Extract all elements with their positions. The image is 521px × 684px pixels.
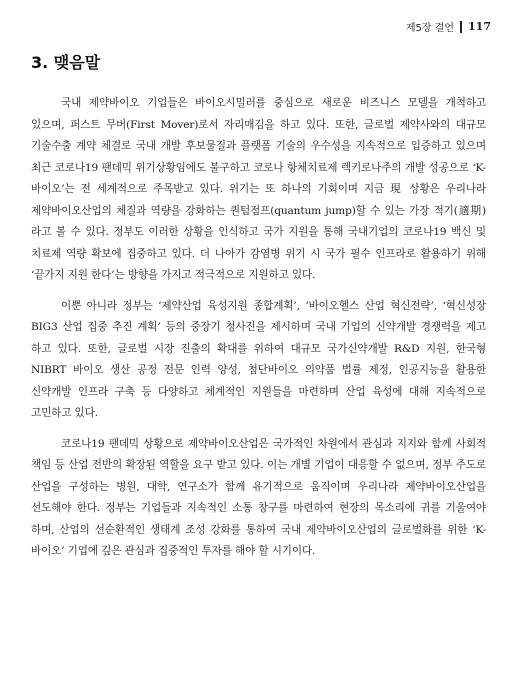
paragraph-2: 이뿐 아니라 정부는 ‘제약산업 육성지원 종합계획’, ‘바이오헬스 산업 혁신전략’, ‘혁신성장 BIG3 산업 집중 추진 계획’ 등의 중장기 청사진을 제시하며 국내 기업의 신약개발 경쟁력을 제고 하고 있다. 또한, 글로벌 시장 진출의 확대를 위하여 대규모 국가신약개발 R&D 지원, 한국형 NIBRT 바이오 생산 공정 전문 인력 양성, 첨단바이오 의약품 법률 제정, 인공지능을 활용한 신약개발 인프라 구축 등 다양하고 체계적인 지원들을 마련하며 산업 육성에 대해 지속적으로 고민하고 있다. (31, 299, 486, 419)
chapter-label: 제5장 결언 (405, 23, 455, 34)
running-header (406, 19, 491, 34)
paragraph-1: 국내 제약바이오 기업들은 바이오시밀러를 중심으로 새로운 비즈니스 모델을 개척하고 있으며, 퍼스트 무버(First Mover)로서 자리매김을 하고 있다. 또한, 글로벌 제약사와의 대규모 기술수출 계약 체결로 국내 개발 후보물질과 플랫폼 기술의 우수성을 지속적으로 입증하고 있으며 최근 코로나19 팬데믹 위기상황임에도 불구하고 코로나 항체치료제 렉키로나주의 개발 성공으로 ‘K-바이오’는 전 세계적으로 주목받고 있다. 위기는 또 하나의 기회이며 지금 現 상황은 우리나라 제약바이오산업의 체질과 역량을 강화하는 퀀텀점프(quantum jump)할 수 있는 가장 적기(適期)라고 볼 수 있다. 정부도 이러한 상황을 인식하고 국가 지원을 통해 국내기업의 코로나19 백신 및 치료제 역량 확보에 집중하고 있다. 더 나아가 감염병 위기 시 국가 필수 인프라로 활용하기 위해 ‘끝가지 지원 한다’는 방향을 가지고 적극적으로 지원하고 있다. (31, 97, 486, 281)
body-text (31, 93, 486, 572)
page-number: 117 (468, 20, 491, 33)
paragraph-3: 코로나19 팬데믹 상황으로 제약바이오산업은 국가적인 차원에서 관심과 지지와 함께 사회적 책임 등 산업 전반의 확장된 역할을 요구 받고 있다. 이는 개별 기업이 대응할 수 없으며, 정부 주도로 산업을 구성하는 병원, 대학, 연구소가 함께 유기적으로 움직이며 우리나라 제약바이오산업을 선도해야 한다. 정부는 기업들과 지속적인 소통 창구를 마련하여 현장의 목소리에 귀를 기울여야 하며, 산업의 선순환적인 생태계 조성 강화를 통하여 국내 제약바이오산업의 글로벌화를 위한 ‘K-바이오’ 기업에 깊은 관심과 집중적인 투자를 해야 할 시기이다. (31, 437, 486, 557)
section-title: 3. 맺음말 (31, 53, 101, 72)
header-divider (460, 21, 462, 33)
